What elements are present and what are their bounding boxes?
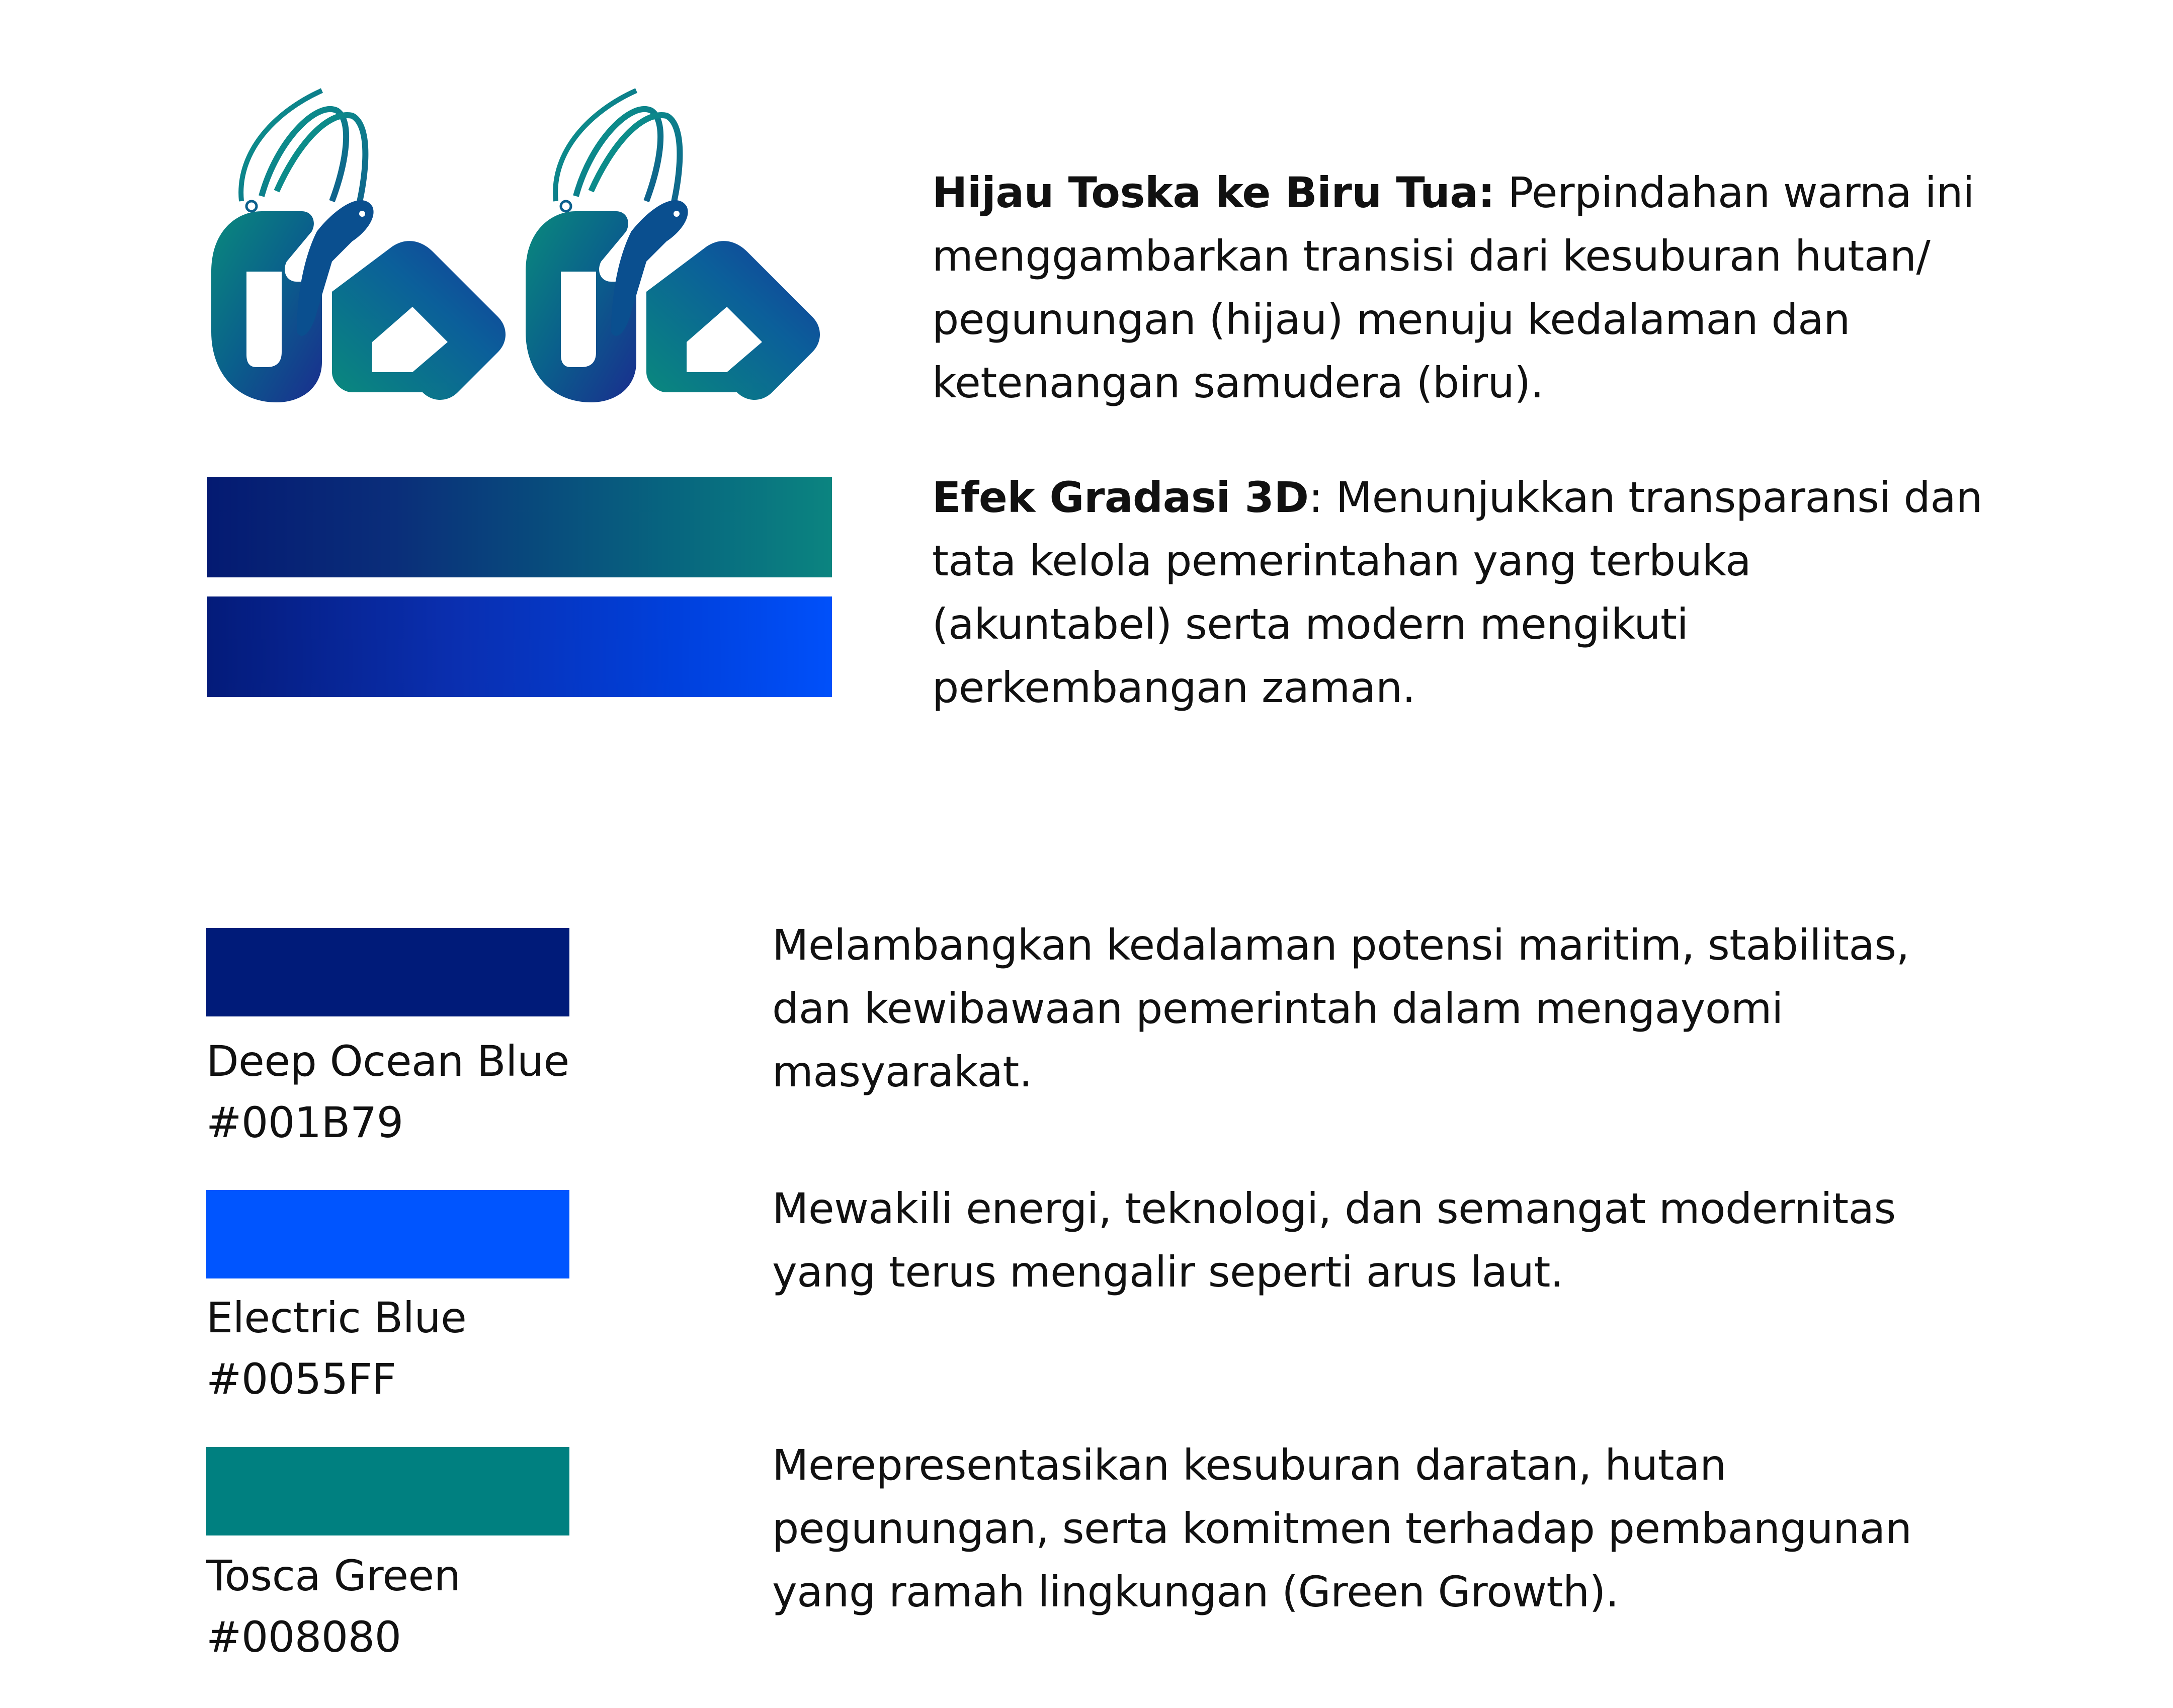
intro-paragraph-3d [932,466,1982,719]
description-line: dan kewibawaan pemerintah dalam mengayomi [772,984,1783,1033]
color-name-electric-blue: Electric Blue [206,1293,467,1342]
color-description-deep-ocean-blue [772,913,1909,1103]
color-description-tosca-green [772,1433,1911,1624]
intro-text-line: menggambarkan transisi dari kesuburan hutan/ [932,231,1931,281]
color-name-deep-ocean-blue: Deep Ocean Blue [206,1037,569,1086]
intro-paragraph-gradient [932,161,1974,414]
intro-text-line: : Menunjukkan transparansi dan [1308,473,1983,522]
description-line: yang ramah lingkungan (Green Growth). [772,1567,1619,1616]
gradient-bar-tosca-to-blue [207,477,832,577]
intro-heading-gradient: Hijau Toska ke Biru Tua: [932,168,1495,217]
description-line: Merepresentasikan kesuburan daratan, hutan [772,1440,1726,1490]
intro-text-line: perkembangan zaman. [932,663,1415,712]
color-hex-deep-ocean-blue: #001B79 [206,1098,403,1147]
intro-text-line: pegunungan (hijau) menuju kedalaman dan [932,295,1850,344]
color-name-tosca-green: Tosca Green [206,1551,461,1600]
gradient-bar-blue [207,596,832,697]
color-swatch-tosca-green [206,1447,569,1535]
description-line: Mewakili energi, teknologi, dan semangat modernitas [772,1184,1896,1233]
intro-text-line: (akuntabel) serta modern mengikuti [932,600,1689,649]
color-description-electric-blue [772,1177,1896,1304]
intro-text-line: ketenangan samudera (biru). [932,358,1544,407]
color-hex-tosca-green: #008080 [206,1612,401,1662]
color-swatch-electric-blue [206,1190,569,1278]
description-line: masyarakat. [772,1047,1033,1096]
intro-heading-3d: Efek Gradasi 3D [932,473,1309,522]
intro-text-line: Perpindahan warna ini [1494,168,1974,217]
color-hex-electric-blue: #0055FF [206,1354,396,1404]
description-line: yang terus mengalir seperti arus laut. [772,1247,1564,1297]
intro-text-line: tata kelola pemerintahan yang terbuka [932,536,1751,585]
description-line: pegunungan, serta komitmen terhadap pembangunan [772,1504,1912,1553]
shrimp-fish-link-logo-icon [201,80,513,422]
shrimp-fish-link-logo-icon [516,80,827,422]
color-swatch-deep-ocean-blue [206,928,569,1016]
description-line: Melambangkan kedalaman potensi maritim, stabilitas, [772,920,1909,970]
